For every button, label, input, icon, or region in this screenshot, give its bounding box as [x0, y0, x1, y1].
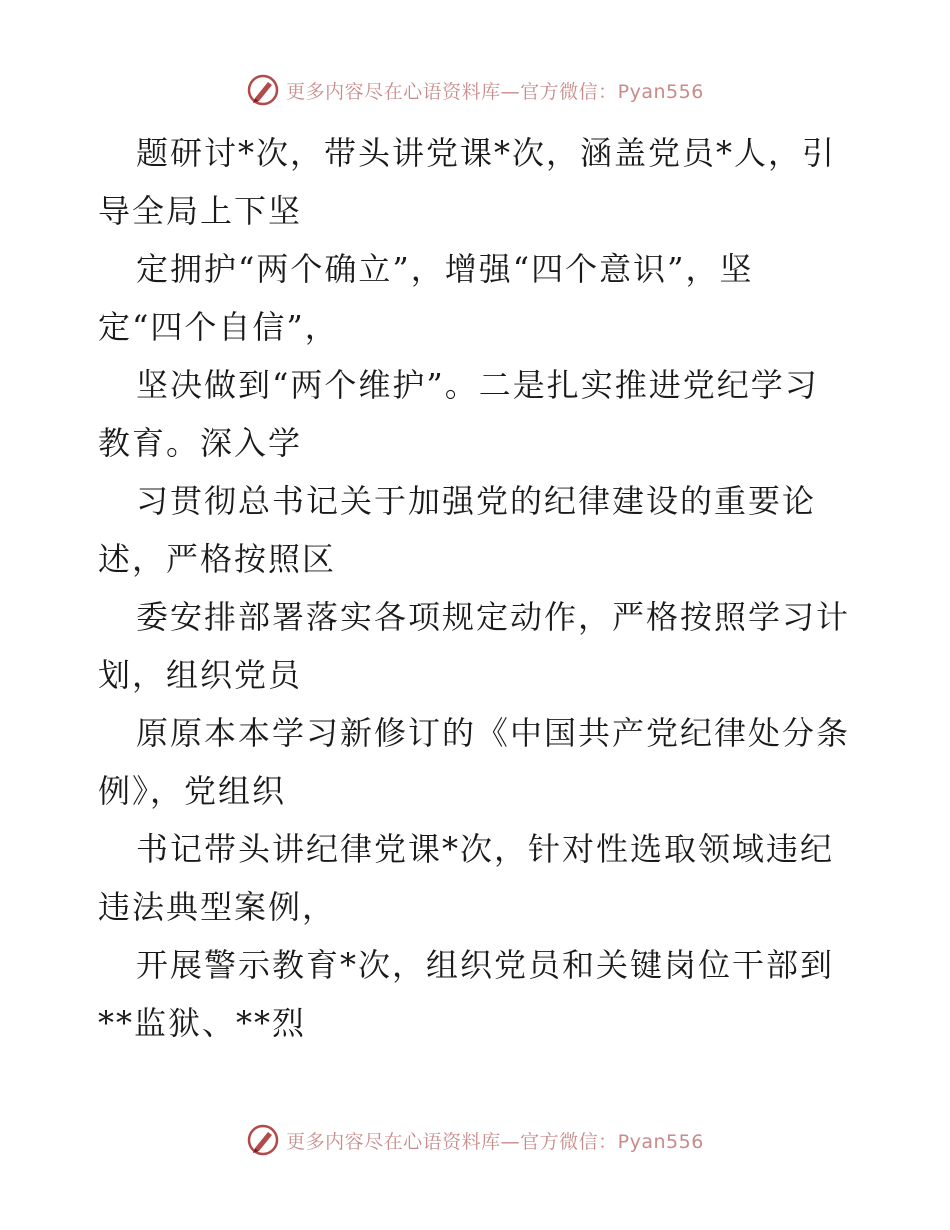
- body-line: 习贯彻总书记关于加强党的纪律建设的重要论: [136, 482, 817, 520]
- body-line: 例》，党组织: [98, 772, 287, 810]
- body-line: 开展警示教育*次，组织党员和关键岗位干部到: [136, 946, 835, 984]
- body-line: 违法典型案例，: [98, 888, 337, 926]
- header-banner-text: 更多内容尽在心语资料库—官方微信：Pyan556: [286, 80, 704, 103]
- body-line: 委安排部署落实各项规定动作，严格按照学习计: [136, 598, 851, 636]
- pen-circle-logo-icon: [246, 1123, 280, 1157]
- footer-banner-text: 更多内容尽在心语资料库—官方微信：Pyan556: [286, 1130, 704, 1153]
- pen-circle-logo-icon: [246, 73, 280, 107]
- body-line: **监狱、**烈: [98, 1004, 307, 1042]
- body-line: 原原本本学习新修订的《中国共产党纪律处分条: [136, 714, 851, 752]
- document-body: [98, 124, 878, 1052]
- body-line: 定“四个自信”，: [98, 308, 339, 346]
- body-line: 教育。深入学: [98, 424, 303, 462]
- header-banner: [0, 70, 950, 110]
- footer-banner: [0, 1120, 950, 1160]
- body-line: 坚决做到“两个维护”。二是扎实推进党纪学习: [136, 366, 819, 404]
- body-line: 述，严格按照区: [98, 540, 337, 578]
- body-line: 书记带头讲纪律党课*次，针对性选取领域违纪: [136, 830, 835, 868]
- body-line: 导全局上下坚: [98, 192, 303, 230]
- body-line: 定拥护“两个确立”，增强“四个意识”，坚: [136, 250, 754, 288]
- body-line: 题研讨*次，带头讲党课*次，涵盖党员*人，引: [136, 134, 837, 172]
- body-line: 划，组织党员: [98, 656, 303, 694]
